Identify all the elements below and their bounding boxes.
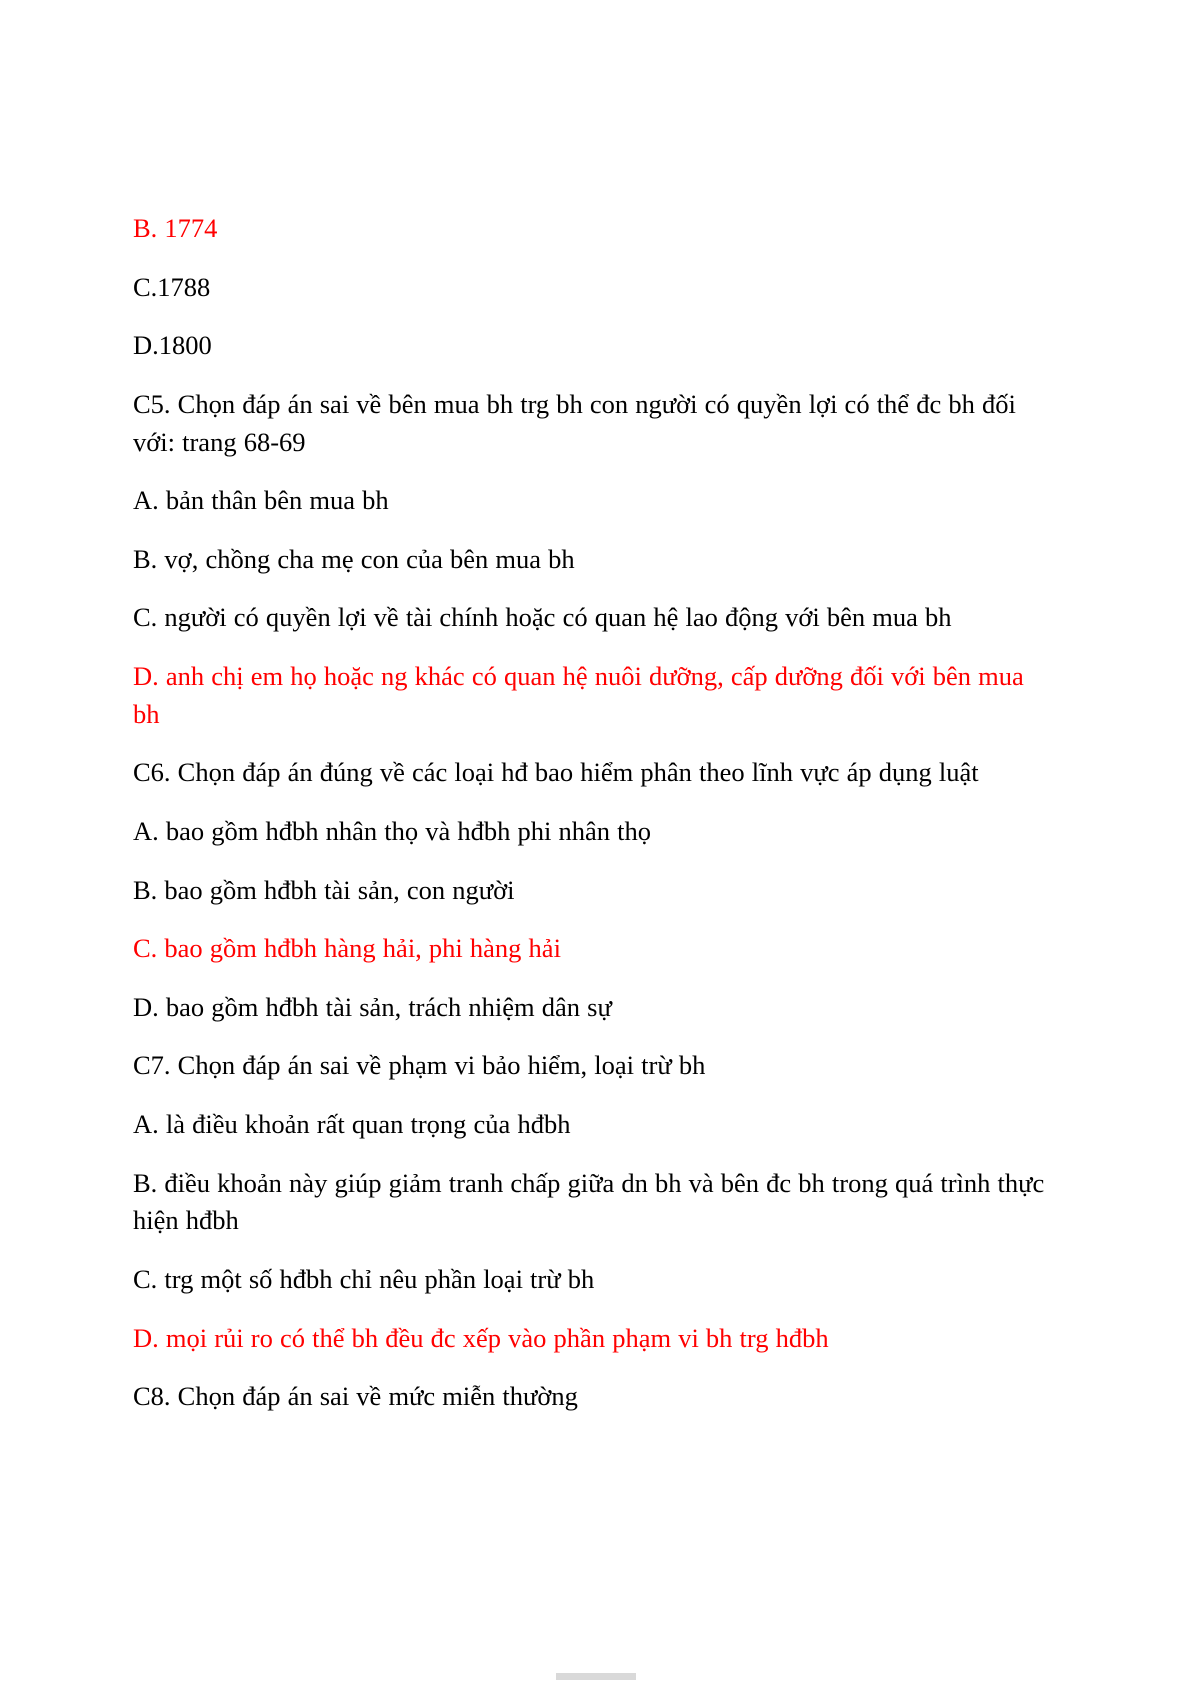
paragraph-c7-option-a: A. là điều khoản rất quan trọng của hđbh [133,1109,571,1139]
paragraph-question-c5: C5. Chọn đáp án sai về bên mua bh trg bh con người có quyền lợi có thể đc bh đối với: trang 68-69 [133,388,1016,457]
paragraph-c5-option-c: C. người có quyền lợi về tài chính hoặc có quan hệ lao động với bên mua bh [133,602,952,633]
paragraph-c6-option-b: B. bao gồm hđbh tài sản, con người [133,874,515,905]
paragraph-question-c6: C6. Chọn đáp án đúng về các loại hđ bao hiểm phân theo lĩnh vực áp dụng luật [133,757,979,788]
paragraph-c7-option-c: C. trg một số hđbh chỉ nêu phần loại trừ bh [133,1263,595,1294]
paragraph-c5-option-a: A. bản thân bên mua bh [133,485,389,516]
paragraph-c5-option-b: B. vợ, chồng cha mẹ con của bên mua bh [133,543,575,574]
page-footer-mark [556,1673,636,1680]
paragraph-c6-option-c: C. bao gồm hđbh hàng hải, phi hàng hải [133,933,561,964]
paragraph-question-c7: C7. Chọn đáp án sai về phạm vi bảo hiểm, loại trừ bh [133,1050,706,1081]
paragraph-question-c8: C8. Chọn đáp án sai về mức miễn thường [133,1381,578,1412]
paragraph-c6-option-d: D. bao gồm hđbh tài sản, trách nhiệm dân sự [133,991,612,1022]
paragraph-answer-b-1774: B. 1774 [133,213,218,243]
paragraph-c7-option-b: B. điều khoản này giúp giảm tranh chấp giữa dn bh và bên đc bh trong quá trình thực hiện hđbh [133,1167,1045,1236]
paragraph-c7-option-d: D. mọi rủi ro có thể bh đều đc xếp vào phần phạm vi bh trg hđbh [133,1322,829,1353]
document-body [133,210,1053,1437]
paragraph-c5-option-d: D. anh chị em họ hoặc ng khác có quan hệ nuôi dưỡng, cấp dưỡng đối với bên mua bh [133,661,1024,729]
paragraph-c6-option-a: A. bao gồm hđbh nhân thọ và hđbh phi nhân thọ [133,815,652,846]
paragraph-answer-c-1788: C.1788 [133,271,211,302]
paragraph-answer-d-1800: D.1800 [133,330,212,361]
